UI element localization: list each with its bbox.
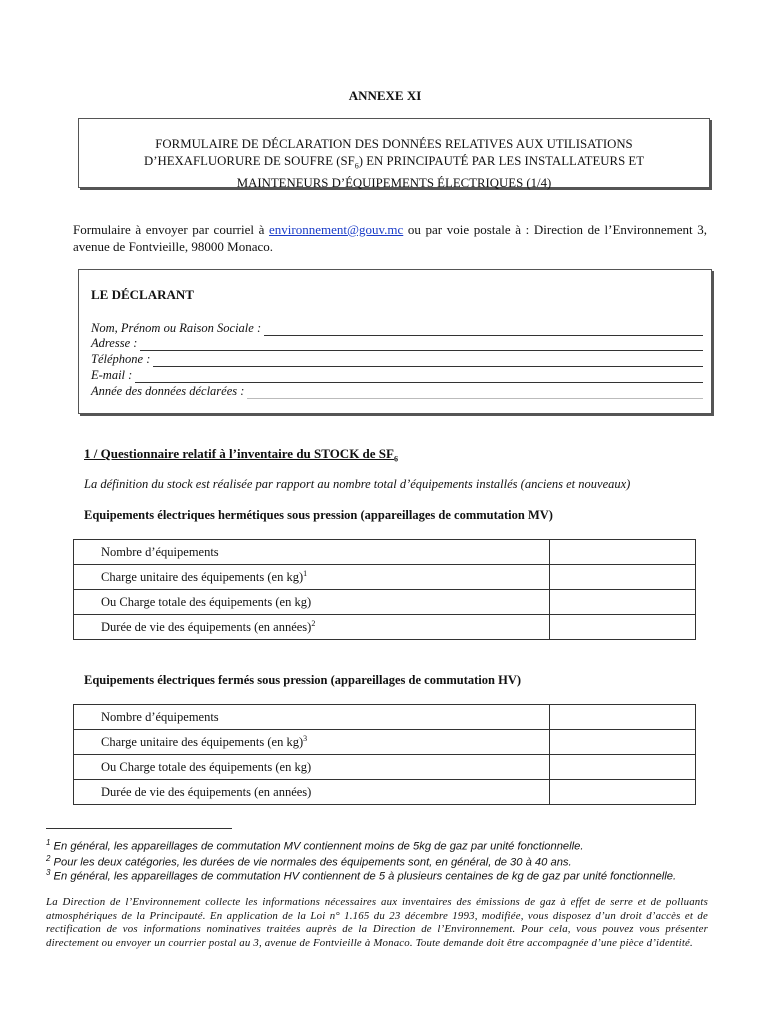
year-field[interactable]	[91, 383, 703, 399]
footnote-divider	[46, 828, 232, 829]
table-row	[74, 780, 696, 805]
row-label: Charge unitaire des équipements (en kg)	[101, 570, 304, 585]
row-label: Nombre d’équipements	[101, 544, 219, 559]
title-line-1: FORMULAIRE DE DÉCLARATION DES DONNÉES RELATIVES AUX UTILISATIONS	[155, 137, 633, 151]
email-line[interactable]	[135, 370, 703, 383]
table-row	[74, 705, 696, 730]
table-row	[74, 565, 696, 590]
section-1-title	[84, 446, 398, 464]
phone-field[interactable]	[91, 351, 703, 367]
footnote-text: En général, les appareillages de commutation HV contiennent de 5 à plusieurs centaines de kg de gaz par unité fonctionnelle.	[50, 870, 677, 883]
value-cell[interactable]	[550, 540, 696, 565]
footnote-text: Pour les deux catégories, les durées de vie normales des équipements sont, en général, de 30 à 40 ans.	[50, 856, 572, 869]
row-label: Ou Charge totale des équipements (en kg)	[101, 594, 312, 609]
form-title-box	[78, 118, 710, 188]
value-cell[interactable]	[550, 590, 696, 615]
phone-label: Téléphone :	[91, 352, 151, 366]
table-label	[74, 755, 550, 780]
title-line-2a: D’HEXAFLUORURE DE SOUFRE (SF	[143, 154, 355, 168]
footnote-text: En général, les appareillages de commutation MV contiennent moins de 5kg de gaz par unité fonctionnelle.	[50, 840, 584, 853]
phone-line[interactable]	[153, 354, 703, 367]
table-2-heading: Equipements électriques fermés sous pression (appareillages de commutation HV)	[84, 673, 522, 687]
value-cell[interactable]	[550, 755, 696, 780]
year-label: Année des données déclarées :	[91, 384, 245, 398]
value-cell[interactable]	[550, 730, 696, 755]
table-row	[74, 540, 696, 565]
stock-definition: La définition du stock est réalisée par rapport au nombre total d’équipements installés (anciens et nouveaux)	[84, 477, 631, 491]
value-cell[interactable]	[550, 705, 696, 730]
footnote-number: 2	[46, 854, 51, 863]
value-cell[interactable]	[550, 615, 696, 640]
value-cell[interactable]	[550, 565, 696, 590]
row-label: Ou Charge totale des équipements (en kg)	[101, 759, 312, 774]
email-link[interactable]: environnement@gouv.mc	[269, 222, 404, 237]
footnote-ref: 2	[311, 618, 316, 628]
send-instructions	[73, 221, 707, 255]
name-field[interactable]	[91, 320, 703, 336]
table-label	[74, 705, 550, 730]
table-1-heading: Equipements électriques hermétiques sous pression (appareillages de commutation MV)	[84, 508, 553, 522]
row-label: Durée de vie des équipements (en années)	[101, 784, 312, 799]
table-row	[74, 615, 696, 640]
footnote-number: 3	[46, 868, 51, 877]
address-line[interactable]	[140, 338, 703, 351]
footnote-ref: 3	[303, 733, 308, 743]
send-post: ou par voie postale à : Direction de l’Environnement 3, avenue de Fontvieille, 98000 Monaco.	[73, 222, 707, 254]
annex-label: ANNEXE XI	[348, 88, 422, 103]
privacy-notice: La Direction de l’Environnement collecte les informations nécessaires aux inventaires des émissions de gaz à effet de serre et de polluants atmosphériques de la Principauté. En application de la Loi n° 1.165 du 23 décembre 1993, modifiée, vous disposez d’un droit d’accès et de rectification de vos informations nominatives traitées auprès de la Direction de l’Environnement. Pour cela, vous pouvez vous présenter directement ou envoyer un courrier postal au 3, avenue de Fontvieille à Monaco. Toute demande doit être accompagnée d’une pièce d’identité.	[46, 896, 708, 949]
table-label	[74, 730, 550, 755]
row-label: Charge unitaire des équipements (en kg)	[101, 735, 304, 750]
footnote-ref: 1	[303, 568, 308, 578]
table-label	[74, 590, 550, 615]
email-field[interactable]	[91, 367, 703, 383]
footnote-3	[46, 866, 714, 884]
name-label: Nom, Prénom ou Raison Sociale :	[91, 321, 262, 335]
declarant-box	[78, 269, 712, 414]
year-line[interactable]	[247, 386, 703, 399]
table-row	[74, 730, 696, 755]
table-row	[74, 755, 696, 780]
section-1-title-text: 1 / Questionnaire relatif à l’inventaire du STOCK de SF	[84, 446, 394, 461]
title-line-3: MAINTENEURS D’ÉQUIPEMENTS ÉLECTRIQUES (1/4)	[236, 175, 552, 190]
table-label	[74, 780, 550, 805]
row-label: Durée de vie des équipements (en années)	[101, 620, 312, 635]
form-title	[79, 119, 709, 192]
title-line-2b: ) EN PRINCIPAUTÉ PAR LES INSTALLATEURS ET	[358, 154, 645, 168]
table-label	[74, 540, 550, 565]
address-field[interactable]	[91, 335, 703, 351]
address-label: Adresse :	[91, 336, 138, 350]
table-label	[74, 565, 550, 590]
email-label: E-mail :	[91, 368, 133, 382]
send-pre: Formulaire à envoyer par courriel à	[73, 222, 270, 237]
declarant-title: LE DÉCLARANT	[91, 287, 194, 302]
section-1-subscript: 6	[393, 454, 398, 464]
table-1	[73, 539, 696, 640]
title-subscript: 6	[354, 161, 359, 171]
table-row	[74, 590, 696, 615]
footnote-number: 1	[46, 838, 51, 847]
table-label	[74, 615, 550, 640]
table-2	[73, 704, 696, 805]
value-cell[interactable]	[550, 780, 696, 805]
row-label: Nombre d’équipements	[101, 709, 219, 724]
